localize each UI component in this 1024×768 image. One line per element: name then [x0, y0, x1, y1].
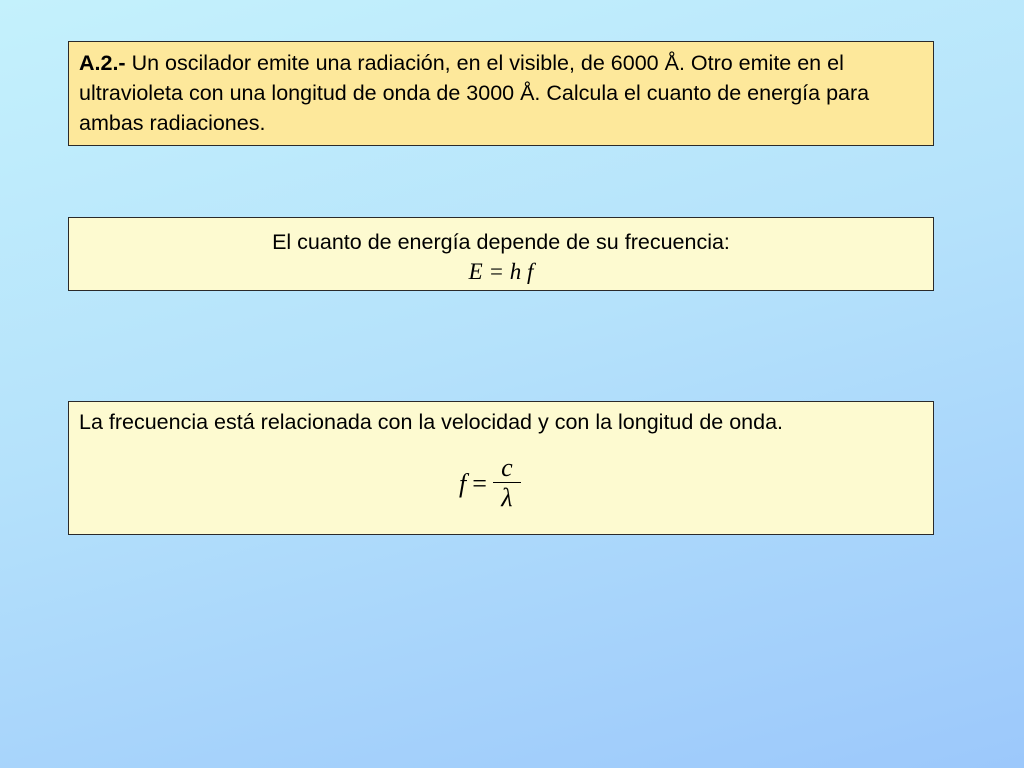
formula-denominator: λ: [501, 483, 513, 512]
formula-lhs: f: [459, 468, 467, 498]
frequency-explanation-box: [68, 401, 934, 535]
formula-equals: =: [472, 468, 487, 498]
problem-label: A.2.-: [79, 51, 126, 75]
frequency-text: La frecuencia está relacionada con la velocidad y con la longitud de onda.: [79, 410, 784, 434]
frequency-formula: [459, 454, 521, 513]
energy-explanation-box: [68, 217, 934, 291]
formula-numerator: c: [501, 453, 513, 482]
formula-fraction: [493, 454, 521, 513]
energy-formula: E = h f: [468, 259, 534, 284]
problem-statement-box: [68, 41, 934, 146]
problem-text: Un oscilador emite una radiación, en el visible, de 6000 Å. Otro emite en el ultravioleta con una longitud de onda de 3000 Å. Calcula el cuanto de energía para ambas radiaciones.: [79, 51, 870, 135]
energy-text: El cuanto de energía depende de su frecuencia:: [272, 230, 730, 254]
